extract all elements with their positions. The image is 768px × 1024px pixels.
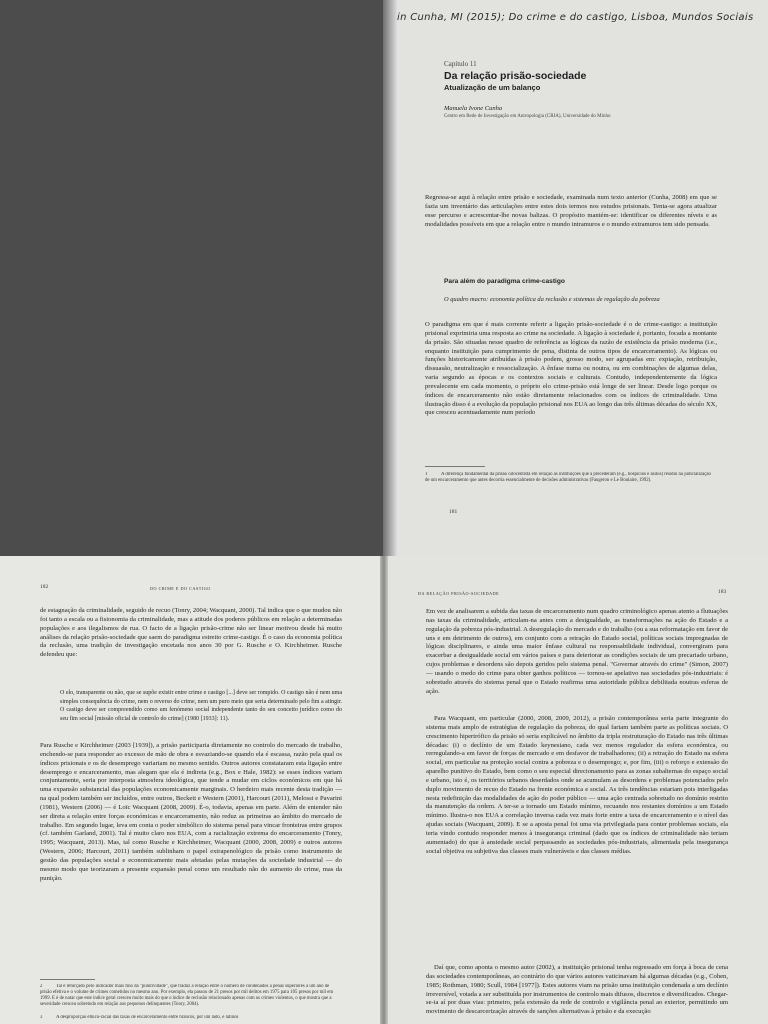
page-number-181: 181 [449, 509, 458, 515]
footnote-1 [425, 472, 715, 502]
footnote-3 [40, 1015, 342, 1023]
page-number-183: 183 [718, 589, 727, 595]
block-quote-rusche: O elo, transparente ou não, que se supõe existir entre crime e castigo [...] deve ser rompido. O castigo não é nem uma simples consequência do crime, nem o reverso do crime, nem um puro meio que seria determinado pelo fim a atingir. O castigo deve ser compreendido como um fenómeno social independente tanto do seu conceito jurídico como do seu fim social [missão oficial de controlo do crime] (1980 [1933]: 11). [60, 690, 342, 723]
footnote-text: A desproporção étnico-racial das taxas de encarceramento entre brancos, por um lado, e latinos [56, 1015, 239, 1020]
handwritten-reference-note: in Cunha, MI (2015); Do crime e do castigo, Lisboa, Mundos Sociais [397, 12, 754, 23]
body-text-p181: O paradigma em que é mais corrente referir a ligação prisão-sociedade é o de crime-castigo: a instituição prisional exprimiria uma resposta ao crime na sociedade. A ligação à sociedade é, portanto, focada a montante da prisão. São situadas nesse quadro de referência as lógicas da razão de existência da prisão moderna (i.e., enquanto instituição para cumprimento de pena, distinta de outros tipos de encarceramento). As lógicas ou funções historicamente atribuídas à prisão podem, grosso modo, ser agrupadas em: expiação, retribuição, dissuasão, neutralização e ressocialização. A ênfase numa ou noutra, ou em combinações de algumas delas, varia segundo as épocas e os contextos sociais e culturais. Contudo, independentemente da lógica prevalecente em cada momento, o próprio elo crime-prisão está longe de ser linear. Desde logo porque os índices de encarceramento não estão diretamente relacionados com os índices de criminalidade. Uma ilustração disso é a evolução da população prisional nos EUA ao longo das três últimas décadas do século XX, que cresceu acentuadamente num período [425, 321, 717, 417]
footnote-number: 3 [40, 1015, 43, 1020]
scanner-background-top-left [0, 0, 383, 556]
author-name: Manuela Ivone Cunha [444, 105, 503, 112]
footnote-number: 2 [40, 984, 43, 989]
running-header-182: DO CRIME E DO CASTIGO [150, 586, 211, 591]
intro-paragraph: Regressa-se aqui à relação entre prisão e sociedade, examinada num texto anterior (Cunha, 2008) em que se fazia um inventário das articulações entre estes dois termos nos estudos prisionais. Tenta-se agora atualizar esse percurso e acrescentar-lhe novas balizas. O propósito mantém-se: identificar os diferentes níveis e as modalidades possíveis em que a relação entre o mundo intramuros e o mundo extramuros tem sido pensada. [425, 194, 717, 228]
subsection-heading: O quadro macro: economia política da reclusão e sistemas de regulação da pobreza [444, 296, 660, 303]
footnote-text: Tal é reforçado pelo indicador mais fino da "punitividade", que traduz a relação entre o número de condenados a penas superiores a um ano de prisão efetiva e o volume de crimes cometidos no mesmo ano. Por exemplo, ela passou de 21 presos por mil delitos em 1975 para 105 presos por mil em 1999. E é de notar que este índice geral cresceu muito mais do que o índice de reclusão relacionado apenas com os crimes violentos, o que mostra que a severidade cresceu sobretudo em relação aos pequenos delinquentes (Tonry, 2004). [40, 984, 334, 1007]
running-header-183: DA RELAÇÃO PRISÃO-SOCIEDADE [418, 591, 500, 596]
body-text-p183-bottom: Daí que, como aponta o mesmo autor (2002), a instituição prisional tenha regressado em força à boca de cena das sociedades contemporâneas, ao contrário do que vários autores vaticinavam há algumas décadas (e.g., Cohen, 1985; Rothman, 1980; Scull, 1984 [1977]). Estes autores viam na prisão uma instituição condenada a um declínio irreversível, votada a ser substituída por instrumentos de controlo mais difusos, discretos e diversificados. Chegar-se-ia aí por duas vias: primeiro, pela extensão da rede de controlo e vigilância penal ao exterior, permitindo um movimento de descarcerização através de sanções alternativas à prisão e da execução [426, 964, 728, 1016]
body-text-p182-top: de estagnação da criminalidade, seguido de recuo (Tonry, 2004; Wacquant, 2000). Tal indica que o que mudou não foi tanto a escala ou a fisionomia da criminalidade, mas a atitude dos poderes públicos em relação a determinadas populações e aos ilegalismos de rua. O facto de a ligação prisão-crime não ser linear motivou desde há muito análises da relação prisão-sociedade que saem do paradigma estreito crime-castigo. É o caso da economia política da reclusão, uma tradição de investigação encetada nos anos 30 por G. Rusche e O. Kirchheimer. Rusche defendeu que: [40, 607, 342, 659]
body-text-p183-wacquant: Para Wacquant, em particular (2000, 2008, 2009, 2012), a prisão contemporânea seria parte integrante do sistema mais amplo de estratégias de regulação da pobreza, do qual fariam também parte as políticas sociais. O crescimento hipertrófico da prisão só seria explicável no âmbito da tripla restruturação do Estado nas três últimas décadas: (i) o declínio de um Estado keynesiano, cada vez menos regulador da esfera económica, ou rerregulando-a em favor de forças de mercado e em desfavor de trabalhadores; (ii) a retração do Estado na esfera social, em particular na proteção social contra a pobreza e o desemprego; e, por fim, (iii) o reforço e extensão do aparelho punitivo do Estado, bem como o seu especial direcionamento para as zonas subalternas do espaço social e urbano, isto é, os territórios urbanos deserdados onde se acumulam as desordens e problemas potenciados pelo duplo movimento de recuo do Estado na frente económica e social. As três tendências estariam pois interligadas nesta redefinição das modalidades de ação do poder público — uma ação centrada sobretudo no domínio restrito da manutenção da ordem. A ter-se a tornado um Estado mínimo, recuando nos restantes domínios a um Estado mínimo. Ilustra-o nos EUA a correlação inversa cada vez mais forte entre a taxa de encarceramento e o nível das ajudas sociais (Wacquant, 2009). E se a aposta penal foi uma via privilegiada para conter problemas sociais, ela teria vindo contudo responder menos à insegurança criminal (dado que os índices de criminalidade não teriam aumentado) do que à ansiedade social perpassando as sociedades pós-industriais, alimentada pela insegurança social objetiva ou subjetiva das classes mais vulneráveis e das classes médias. [426, 715, 728, 855]
book-gutter [380, 556, 388, 1024]
footnote-2 [40, 984, 342, 1014]
footnote-text: A diferença fundamental da prisão oitocentista em relação às instituições que a precederam (e.g., hospícios e asilos) residiu na judicialização de um encarceramento que antes decorria essencialmente de decisões administrativas (Faugeron e Le Boulaire, 1992). [425, 472, 711, 483]
page-182 [0, 556, 384, 1024]
author-affiliation: Centro em Rede de Investigação em Antropologia (CRIA), Universidade do Minho [444, 114, 611, 119]
footnote-number: 1 [425, 472, 428, 477]
chapter-title: Da relação prisão-sociedade [444, 70, 587, 82]
page-183 [384, 556, 768, 1024]
chapter-label: Capítulo 11 [444, 60, 477, 68]
footnote-rule-182 [40, 979, 95, 980]
chapter-subtitle: Atualização de um balanço [444, 83, 541, 92]
page-181 [383, 0, 768, 556]
footnote-rule [425, 466, 485, 467]
body-text-p183-top: Em vez de analisarem a subida das taxas de encarceramento num quadro criminológico apenas atento a flutuações nas taxas da criminalidade, articulam-na antes com a desigualdade, as transformações na ação do Estado e a regulação da pobreza pós-industrial. A desregulação do mercado e do trabalho (ou a sua reformatação em favor de uns e em detrimento de outros), em conjunto com a retração do Estado social, políticas sociais impregnadas de lógicas disciplinares, e ainda uma maior ênfase cultural na responsabilidade individual, convergiram para exacerbar a desigualdade social em vários países e para deteriorar as condições sociais de um precariado urbano, cujos problemas e desordens são depois geridos pelo sistema penal. "Governar através do crime" (Simon, 2007) — usando o medo do crime para obter ganhos políticos — tornou-se apelativo nas sociedades pós-industriais: é sobretudo através do sistema penal que o Estado reafirma uma autoridade pública debilitada noutras esferas de ação. [426, 608, 728, 695]
body-text-p182-main: Para Rusche e Kirchheimer (2003 [1939]), a prisão participaria diretamente no controlo do mercado de trabalho, enchendo-se para responder ao excesso de mão de obra e esvaziando-se quando ela é escassa, razão pela qual os índices prisionais e os de desemprego variariam no mesmo sentido. Outros autores constataram esta ligação entre desemprego e encarceramento, mas alegam que ela é indireta (e.g., Box e Hale, 1982): se esses índices variam conjuntamente, seria por interposta atmosfera ideológica, que tende a mudar em ciclos económicos em que há uma expansão substancial das populações economicamente marginais. O herdeiro mais recente desta tradição — na qual podem também ser incluídos, entre outros, Beckett e Western (2001), Harcourt (2011), Melossi e Pavarini (1981), Western (2006) — é Loïc Wacquant (2008, 2009). É-o, todavia, apenas em parte. Além de entender não ser direta a relação entre forças económicas e encarceramento, não reduz as primeiras ao âmbito do mercado de trabalho. Em segundo lugar, leva em conta o poder simbólico do sistema penal para vincar fronteiras entre grupos (cf. também Garland, 2001). Tal é muito claro nos EUA, com a racialização extrema do encarceramento (Tonry, 1995; Wacquant, 2013). Mas, tal como Rusche e Kirchheimer, Wacquant (2000, 2008, 2009) e outros autores (Western, 2006; Harcourt, 2011) também sublinham o papel extrapenológico da prisão como instrumento de gestão das populações social e economicamente mais afetadas pelas mutações da sociedade industrial — do mesmo modo que teorizaram a presente expansão penal como um resultado não do aumento do crime, mas da punição. [40, 742, 342, 882]
page-number-182: 182 [40, 584, 49, 590]
section-heading: Para além do paradigma crime-castigo [444, 278, 565, 285]
